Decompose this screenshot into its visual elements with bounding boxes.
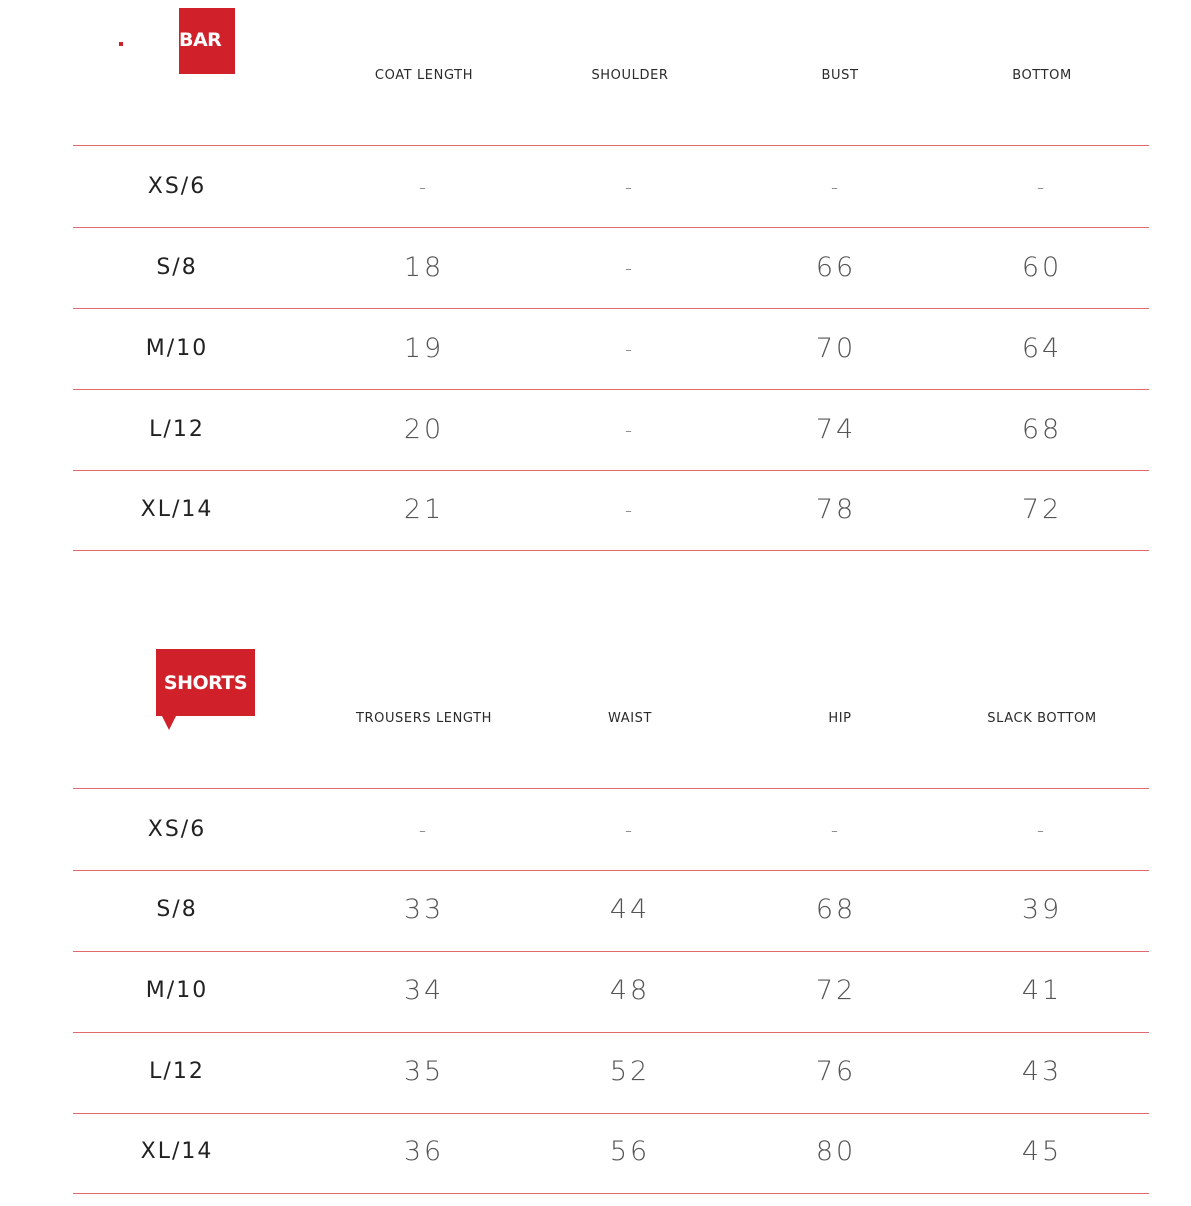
column-header: WAIST: [607, 711, 653, 726]
value-cell: -: [830, 818, 842, 842]
value-cell: 68: [815, 894, 857, 925]
value-cell: 33: [403, 894, 445, 925]
value-cell: 48: [609, 975, 651, 1006]
table-row: [0, 951, 1191, 1031]
table-row: [0, 390, 1191, 470]
shorts-size-table: [0, 642, 1191, 1202]
value-cell: 76: [815, 1056, 857, 1087]
value-cell: 20: [403, 414, 445, 445]
value-cell: -: [418, 175, 430, 199]
value-cell: 70: [815, 333, 857, 364]
section-badge-label: BAR: [179, 29, 222, 51]
value-cell: 72: [815, 975, 857, 1006]
value-cell: 80: [815, 1136, 857, 1167]
column-header: SLACK BOTTOM: [987, 711, 1097, 726]
row-divider: [73, 145, 1149, 146]
value-cell: 44: [609, 894, 651, 925]
column-header: SHOULDER: [591, 68, 669, 83]
size-label: XL/14: [140, 497, 214, 522]
value-cell: -: [830, 175, 842, 199]
section-badge-shorts: [156, 649, 255, 716]
value-cell: 64: [1021, 333, 1063, 364]
value-cell: -: [1036, 175, 1048, 199]
value-cell: 39: [1021, 894, 1063, 925]
value-cell: -: [624, 418, 636, 442]
value-cell: 43: [1021, 1056, 1063, 1087]
value-cell: 35: [403, 1056, 445, 1087]
column-header: TROUSERS LENGTH: [355, 711, 493, 726]
size-label: L/12: [149, 417, 205, 442]
value-cell: 45: [1021, 1136, 1063, 1167]
section-badge-bar: [179, 8, 235, 74]
value-cell: -: [624, 498, 636, 522]
table-row: [0, 1112, 1191, 1192]
column-header: BUST: [821, 68, 859, 83]
value-cell: -: [418, 818, 430, 842]
row-divider: [73, 550, 1149, 551]
value-cell: 34: [403, 975, 445, 1006]
value-cell: 66: [815, 252, 857, 283]
value-cell: -: [624, 256, 636, 280]
size-label: S/8: [156, 897, 198, 922]
value-cell: 60: [1021, 252, 1063, 283]
table-row: [0, 147, 1191, 227]
column-header: HIP: [828, 711, 852, 726]
value-cell: 56: [609, 1136, 651, 1167]
value-cell: 68: [1021, 414, 1063, 445]
table-row: [0, 790, 1191, 870]
value-cell: -: [1036, 818, 1048, 842]
value-cell: -: [624, 337, 636, 361]
table-row: [0, 228, 1191, 308]
size-label: L/12: [149, 1059, 205, 1084]
column-header: BOTTOM: [1012, 68, 1072, 83]
value-cell: 18: [403, 252, 445, 283]
table-row: [0, 470, 1191, 550]
badge-pointer-icon: [162, 716, 176, 730]
section-badge-label: SHORTS: [163, 671, 248, 694]
size-label: XS/6: [147, 817, 207, 842]
value-cell: 72: [1021, 494, 1063, 525]
value-cell: 36: [403, 1136, 445, 1167]
size-label: M/10: [145, 336, 209, 361]
value-cell: 78: [815, 494, 857, 525]
size-label: S/8: [156, 255, 198, 280]
value-cell: 52: [609, 1056, 651, 1087]
table-row: [0, 1032, 1191, 1112]
size-label: XL/14: [140, 1139, 214, 1164]
table-row: [0, 309, 1191, 389]
table-row: [0, 870, 1191, 950]
column-header: COAT LENGTH: [374, 68, 474, 83]
value-cell: 19: [403, 333, 445, 364]
size-label: XS/6: [147, 174, 207, 199]
value-cell: -: [624, 175, 636, 199]
bar-size-table: [0, 0, 1191, 560]
row-divider: [73, 1193, 1149, 1194]
decorative-dot: [119, 42, 123, 46]
row-divider: [73, 788, 1149, 789]
value-cell: 41: [1021, 975, 1063, 1006]
value-cell: 74: [815, 414, 857, 445]
value-cell: -: [624, 818, 636, 842]
value-cell: 21: [403, 494, 445, 525]
size-label: M/10: [145, 978, 209, 1003]
